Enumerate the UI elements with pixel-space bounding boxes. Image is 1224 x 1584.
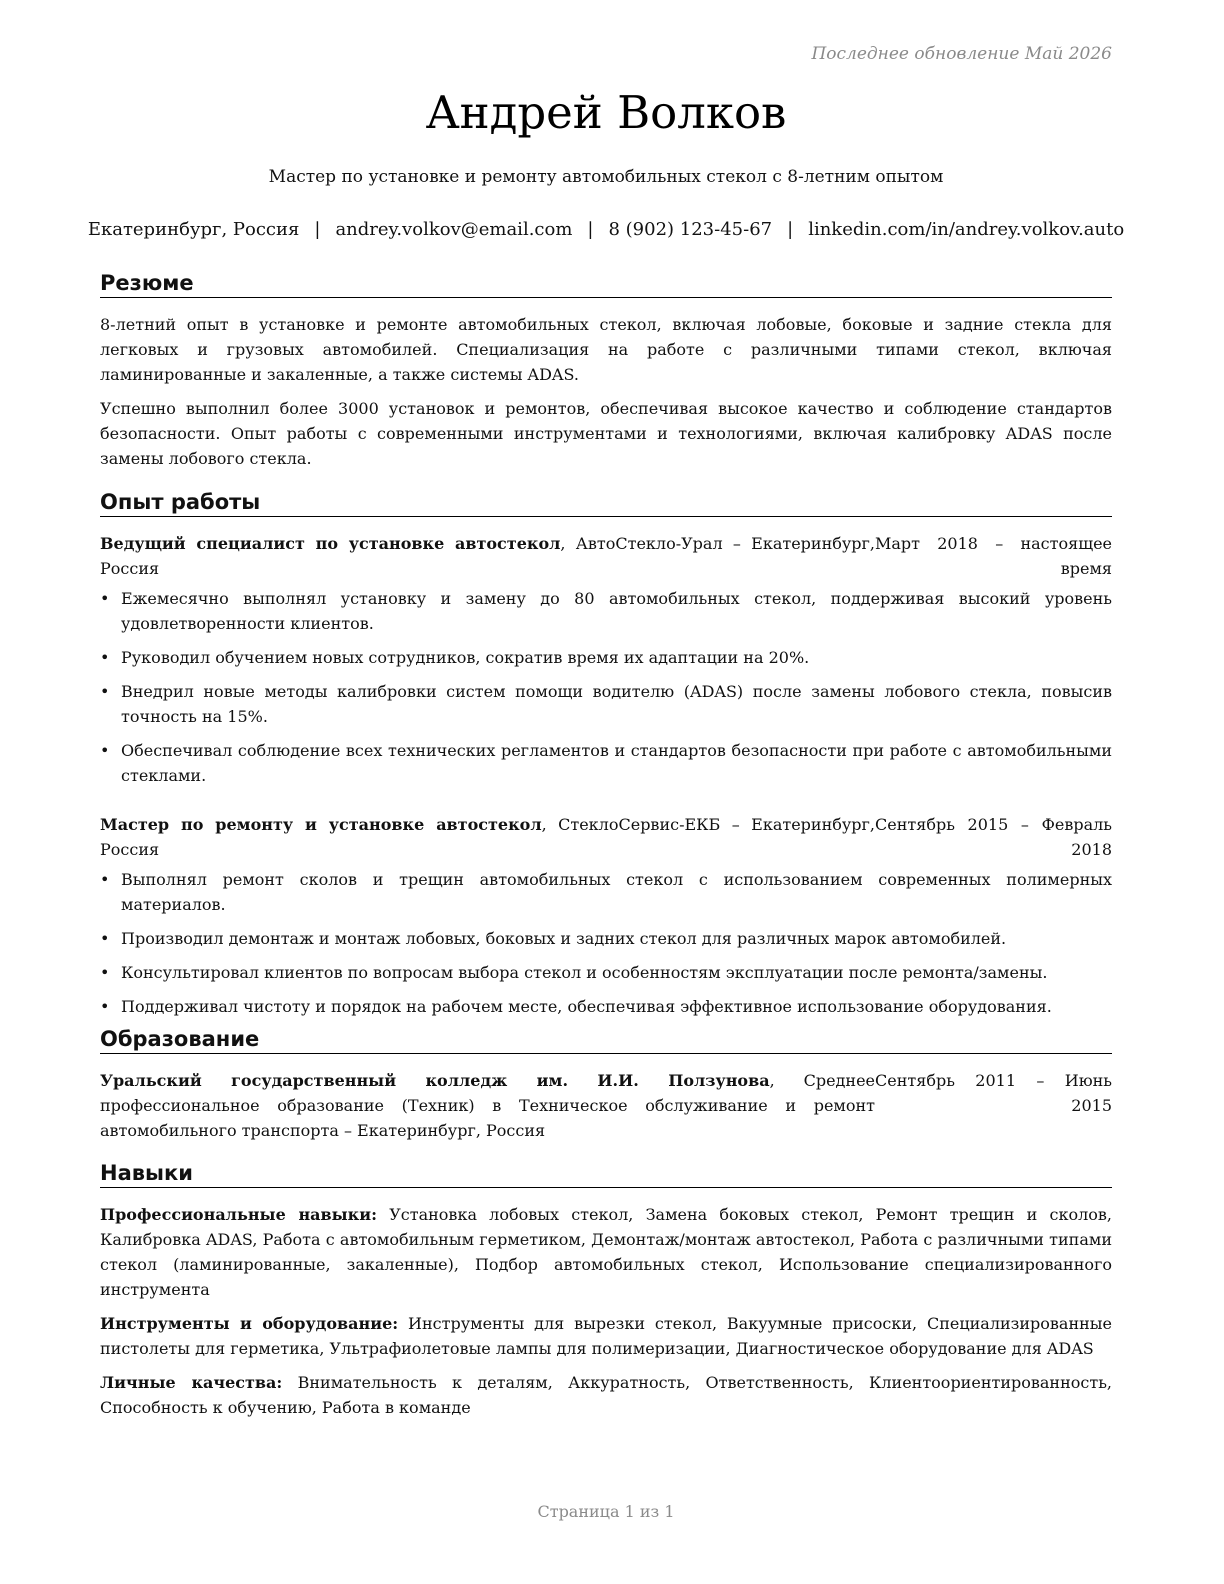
contact-email[interactable]: andrey.volkov@email.com xyxy=(335,219,573,240)
job-company: , АвтоСтекло-Урал – Екатеринбург, Россия xyxy=(100,534,876,578)
contact-linkedin[interactable]: linkedin.com/in/andrey.volkov.auto xyxy=(808,219,1125,240)
contact-separator: | xyxy=(787,219,794,240)
job-company: , СтеклоСервис-ЕКБ – Екатеринбург, Россия xyxy=(100,815,875,859)
list-item: • Поддерживал чистоту и порядок на рабочем месте, обеспечивая эффективное использование оборудования. xyxy=(100,994,1112,1019)
summary-title: Резюме xyxy=(100,270,1112,298)
skill-group-label: Личные качества: xyxy=(100,1373,283,1392)
education-details: , Среднее профессиональное образование (Техник) в Техническое обслуживание и ремонт автомобильного транспорта – Екатеринбург, Россия xyxy=(100,1071,876,1140)
job-bullets xyxy=(100,867,1112,1019)
job-entry xyxy=(100,812,1112,862)
job-date-line: Март 2018 – настоящее xyxy=(875,534,1112,553)
last-updated: Последнее обновление Май 2026 xyxy=(811,44,1112,64)
contact-phone[interactable]: 8 (902) 123-45-67 xyxy=(608,219,773,240)
list-item: • Выполнял ремонт сколов и трещин автомобильных стекол с использованием современных полимерных материалов. xyxy=(100,867,1112,917)
skills-section xyxy=(100,1160,1112,1429)
candidate-subtitle: Мастер по установке и ремонту автомобильных стекол с 8-летним опытом xyxy=(268,167,944,187)
education-dates xyxy=(875,1068,1112,1118)
list-item: • Обеспечивал соблюдение всех технических регламентов и стандартов безопасности при работе с автомобильными стеклами. xyxy=(100,738,1112,788)
contact-separator: | xyxy=(314,219,321,240)
experience-title: Опыт работы xyxy=(100,489,1112,517)
education-institution: Уральский государственный колледж им. И.И. Ползунова xyxy=(100,1071,770,1090)
job-date-line: время xyxy=(1060,559,1112,578)
skill-group-label: Инструменты и оборудование: xyxy=(100,1314,399,1333)
resume-page xyxy=(87,0,1125,1584)
list-item: • Консультировал клиентов по вопросам выбора стекол и особенностям эксплуатации после ремонта/замены. xyxy=(100,960,1112,985)
education-heading xyxy=(100,1068,875,1143)
education-section xyxy=(100,1026,1112,1143)
job-entry xyxy=(100,531,1112,581)
page-number: Страница 1 из 1 xyxy=(537,1502,675,1521)
job-dates xyxy=(875,812,1112,862)
job-bullets xyxy=(100,586,1112,788)
list-item: • Руководил обучением новых сотрудников, сократив время их адаптации на 20%. xyxy=(100,645,1112,670)
job-heading xyxy=(100,531,875,581)
job-position: Мастер по ремонту и установке автостекол xyxy=(100,815,542,834)
job-position: Ведущий специалист по установке автостекол xyxy=(100,534,561,553)
education-entry xyxy=(100,1068,1112,1143)
education-title: Образование xyxy=(100,1026,1112,1054)
contact-line xyxy=(87,219,1125,240)
job-date-line: 2018 xyxy=(1071,840,1112,859)
list-item: • Внедрил новые методы калибровки систем помощи водителю (ADAS) после замены лобового стекла, повысив точность на 15%. xyxy=(100,679,1112,729)
skill-group xyxy=(100,1311,1112,1361)
skill-group xyxy=(100,1370,1112,1420)
list-item: • Производил демонтаж и монтаж лобовых, боковых и задних стекол для различных марок автомобилей. xyxy=(100,926,1112,951)
skill-group-text: Установка лобовых стекол, Замена боковых стекол, Ремонт трещин и сколов, Калибровка ADAS, Работа с автомобильным герметиком, Демонтаж/монтаж автостекол, Работа с различными типами стекол (ламинированные, закаленные), Подбор автомобильных стекол, Использование специализированного инструмента xyxy=(100,1205,1112,1299)
contact-separator: | xyxy=(587,219,594,240)
skill-group-text: Внимательность к деталям, Аккуратность, Ответственность, Клиентоориентированность, Способность к обучению, Работа в команде xyxy=(100,1373,1112,1417)
skill-group xyxy=(100,1202,1112,1302)
job-date-line: Сентябрь 2015 – Февраль xyxy=(875,815,1112,834)
list-item: • Ежемесячно выполнял установку и замену до 80 автомобильных стекол, поддерживая высокий уровень удовлетворенности клиентов. xyxy=(100,586,1112,636)
skills-title: Навыки xyxy=(100,1160,1112,1188)
contact-location: Екатеринбург, Россия xyxy=(87,219,300,240)
summary-paragraph: Успешно выполнил более 3000 установок и ремонтов, обеспечивая высокое качество и соблюдение стандартов безопасности. Опыт работы с современными инструментами и технологиями, включая калибровку ADAS после замены лобового стекла. xyxy=(100,399,1112,468)
education-date-line: Сентябрь 2011 – Июнь xyxy=(875,1071,1112,1090)
experience-section xyxy=(100,489,1112,1028)
education-date-line: 2015 xyxy=(1071,1096,1112,1115)
summary-paragraph: 8-летний опыт в установке и ремонте автомобильных стекол, включая лобовые, боковые и задние стекла для легковых и грузовых автомобилей. Специализация на работе с различными типами стекол, включая ламинированные и закаленные, а также системы ADAS. xyxy=(100,315,1112,384)
skill-group-label: Профессиональные навыки: xyxy=(100,1205,378,1224)
summary-section xyxy=(100,270,1112,480)
candidate-name: Андрей Волков xyxy=(425,86,787,139)
job-dates xyxy=(875,531,1112,581)
job-heading xyxy=(100,812,875,862)
skill-group-text: Инструменты для вырезки стекол, Вакуумные присоски, Специализированные пистолеты для герметика, Ультрафиолетовые лампы для полимеризации, Диагностическое оборудование для ADAS xyxy=(100,1314,1112,1358)
